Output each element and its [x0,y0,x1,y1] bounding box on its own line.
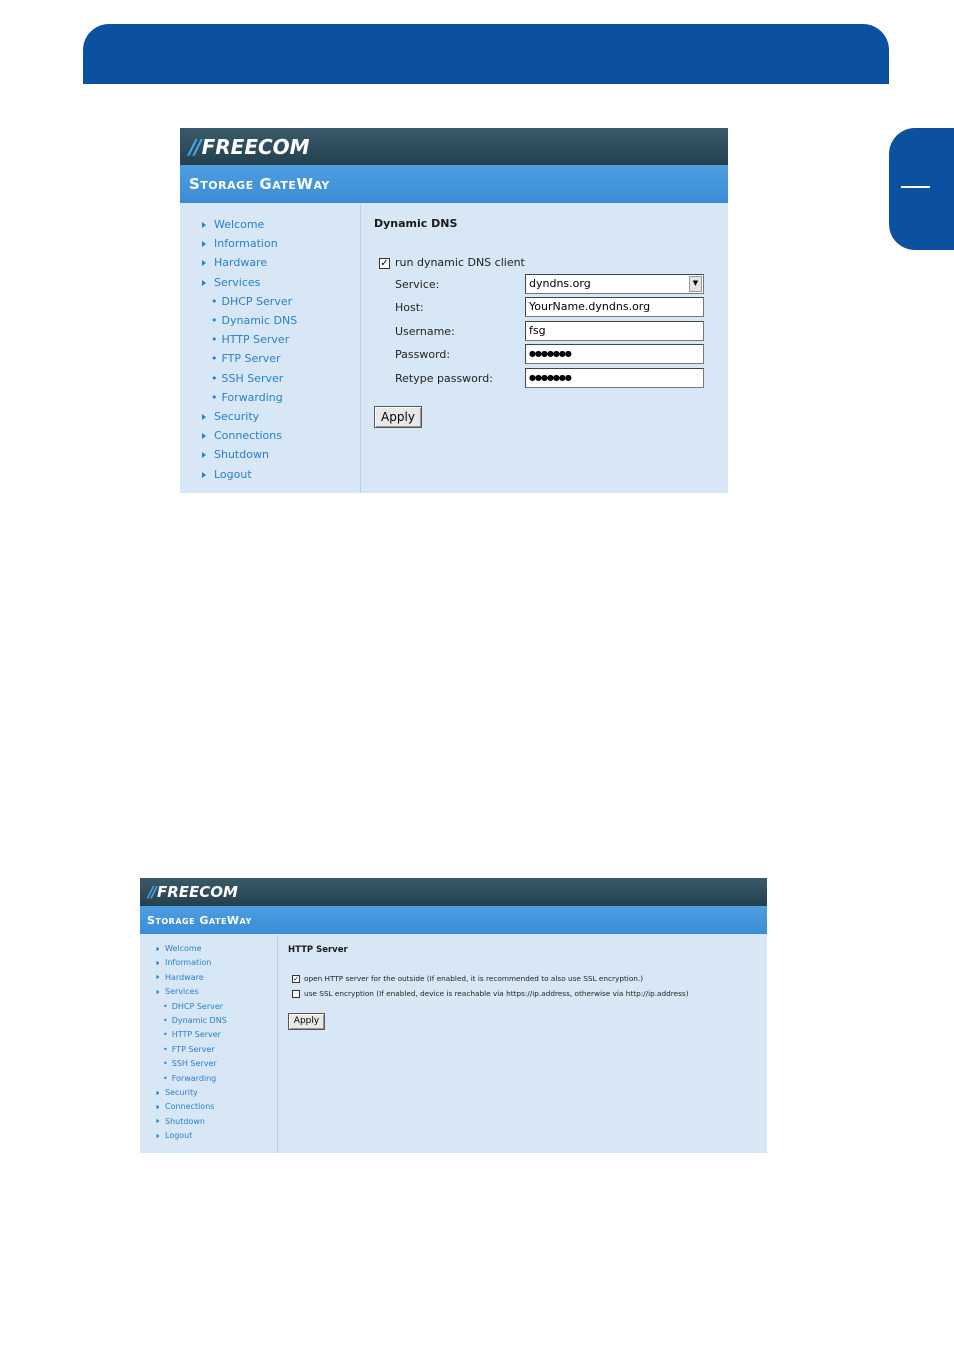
bullet-icon: • [211,390,218,404]
run-ddns-checkbox[interactable]: ✓ [380,258,389,269]
triangle-right-icon [202,472,206,478]
logo-slashes: // [148,883,155,901]
sidebar-item-label: Hardware [165,972,204,982]
sidebar-item-label: Services [214,275,261,289]
dynamic-dns-screenshot [180,128,728,493]
host-input[interactable]: YourName.dyndns.org [525,297,704,317]
sidebar-item-label: Dynamic DNS [171,1016,227,1025]
storage-gateway-bar [140,906,767,934]
service-select[interactable] [525,274,704,294]
ssl-checkbox[interactable] [292,990,300,998]
sidebar-item-label: Welcome [165,944,202,953]
triangle-right-icon [157,946,160,951]
triangle-right-icon [202,433,206,439]
triangle-right-icon [157,1105,160,1110]
sidebar-item-label: HTTP Server [171,1030,221,1040]
freecom-logo: FREECOM [156,883,238,901]
sidebar-item-label: Logout [214,467,252,481]
storage-gateway-title: Storage GateWay [189,175,330,193]
triangle-right-icon [202,241,206,247]
sidebar-item-forwarding[interactable] [211,391,283,404]
retype-password-label: Retype password: [395,372,493,385]
sidebar-item-label: DHCP Server [221,294,293,308]
storage-gateway-title: Storage GateWay [147,913,252,927]
sidebar-item-label: Services [165,987,199,997]
freecom-logo: FREECOM [201,134,310,159]
sidebar-item-ssh-server[interactable] [163,1059,217,1068]
triangle-right-icon [157,975,160,980]
sidebar-item-label: Hardware [214,256,268,270]
sidebar-item-logout[interactable] [202,468,252,481]
triangle-right-icon [202,222,206,228]
password-label: Password: [395,348,451,361]
sidebar-item-label: Connections [214,429,282,443]
sidebar-item-hardware[interactable] [202,256,267,269]
sidebar-item-label: DHCP Server [171,1001,224,1011]
sidebar-item-http-server[interactable] [163,1030,221,1039]
sidebar-item-shutdown[interactable] [156,1117,205,1126]
sidebar-item-label: Information [165,958,212,968]
sidebar-item-label: Forwarding [171,1073,217,1083]
sidebar-item-connections[interactable] [202,429,282,442]
chapter-side-tab [889,128,954,250]
bullet-icon: • [211,352,218,366]
logo-slashes: // [189,134,200,159]
triangle-right-icon [157,989,160,994]
sidebar-item-label: Logout [165,1131,193,1141]
chevron-down-icon[interactable]: ▼ [689,276,702,292]
sidebar-item-dynamic-dns[interactable] [211,314,297,327]
bullet-icon: • [211,371,218,385]
sidebar-item-label: Forwarding [221,390,283,404]
open-http-label: open HTTP server for the outside (If enabled, it is recommended to also use SSL encryption.) [304,974,644,983]
sidebar-item-information[interactable] [156,958,211,967]
sidebar-item-forwarding[interactable] [163,1074,216,1083]
triangle-right-icon [202,280,206,286]
sidebar-item-security[interactable] [202,410,259,423]
username-label: Username: [395,325,455,338]
triangle-right-icon [202,260,206,266]
triangle-right-icon [157,961,160,966]
sidebar-item-label: Dynamic DNS [221,314,298,327]
sidebar-item-ftp-server[interactable] [163,1045,215,1054]
triangle-right-icon [202,452,206,458]
sidebar-item-ssh-server[interactable] [211,372,283,385]
service-label: Service: [395,278,440,291]
sidebar-item-hardware[interactable] [156,973,204,982]
sidebar-item-http-server[interactable] [211,333,289,346]
sidebar-item-label: HTTP Server [221,333,290,347]
sidebar-item-connections[interactable] [156,1102,214,1111]
triangle-right-icon [202,414,206,420]
sidebar-item-label: Security [214,410,260,423]
sidebar-item-ftp-server[interactable] [211,352,281,365]
password-input[interactable]: ●●●●●●● [525,344,704,364]
triangle-right-icon [157,1133,160,1138]
sidebar-item-services[interactable] [202,276,260,289]
bullet-icon: • [163,1059,168,1069]
sidebar-item-label: FTP Server [171,1044,215,1054]
bullet-icon: • [163,1016,168,1025]
bullet-icon: • [163,1001,168,1011]
freecom-logo-bar [180,128,728,165]
sidebar-item-label: SSH Server [171,1059,217,1069]
bullet-icon: • [163,1073,168,1083]
sidebar-item-label: Welcome [214,218,265,231]
bullet-icon: • [211,333,218,347]
sidebar-item-logout[interactable] [156,1131,192,1140]
sidebar-item-information[interactable] [202,237,278,250]
sidebar-item-label: Shutdown [165,1116,205,1126]
sidebar-item-label: FTP Server [221,352,281,366]
side-tab-dash [901,186,930,188]
bullet-icon: • [211,314,218,327]
triangle-right-icon [157,1119,160,1124]
sidebar-item-welcome[interactable] [202,218,264,231]
sidebar-item-welcome[interactable] [156,944,202,953]
sidebar-item-dhcp-server[interactable] [163,1002,223,1011]
sidebar-item-label: Security [165,1088,198,1097]
sidebar-item-label: Connections [165,1102,215,1112]
sidebar-item-label: Shutdown [214,448,269,462]
ssl-label: use SSL encryption (If enabled, device is reachable via https://ip.address, otherwise via http://ip.address) [304,989,689,998]
page-title: HTTP Server [288,945,348,955]
sidebar-item-label: SSH Server [221,371,284,385]
username-input[interactable]: fsg [525,321,704,341]
bullet-icon: • [163,1030,168,1040]
apply-button[interactable]: Apply [374,406,422,428]
sidebar-item-shutdown[interactable] [202,448,269,461]
freecom-logo-bar [140,878,767,906]
host-label: Host: [395,301,424,314]
sidebar-menu [180,204,361,493]
page-header-banner [83,24,889,84]
service-selected-value: dyndns.org [529,277,591,290]
sidebar-item-label: Information [214,237,278,251]
apply-button[interactable]: Apply [288,1013,325,1030]
triangle-right-icon [157,1090,160,1095]
sidebar-item-services[interactable] [156,987,199,996]
sidebar-item-dynamic-dns[interactable] [163,1016,227,1025]
sidebar-item-security[interactable] [156,1088,198,1097]
page-title: Dynamic DNS [374,217,458,230]
bullet-icon: • [163,1044,168,1054]
retype-password-input[interactable]: ●●●●●●● [525,368,704,388]
http-server-screenshot [140,878,767,1153]
sidebar-menu [140,935,278,1153]
storage-gateway-bar [180,165,728,203]
run-ddns-label: run dynamic DNS client [395,256,525,269]
bullet-icon: • [211,294,218,308]
sidebar-item-dhcp-server[interactable] [211,295,292,308]
open-http-checkbox[interactable]: ✓ [293,975,299,983]
